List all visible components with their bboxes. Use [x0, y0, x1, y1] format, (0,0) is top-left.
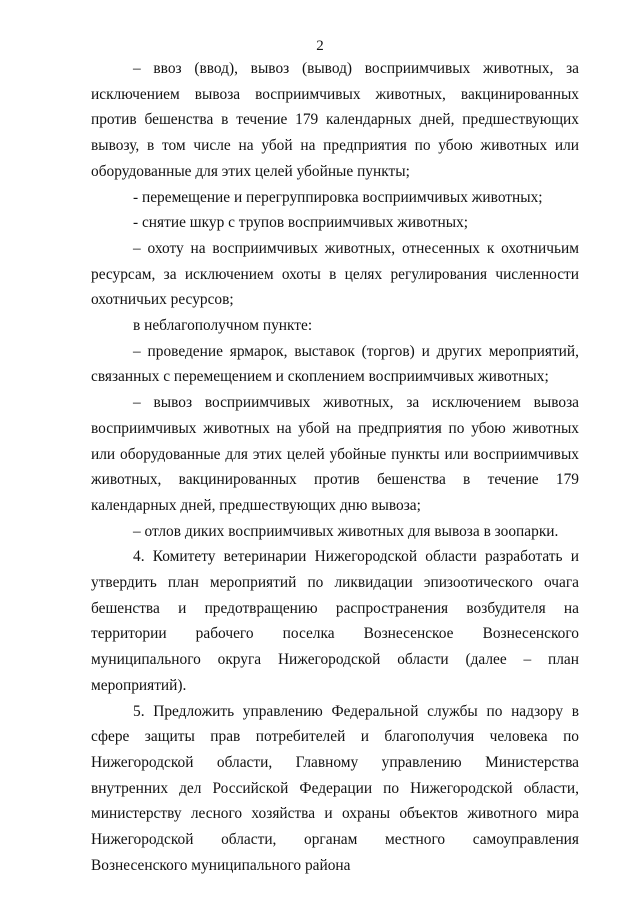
page-number: 2 [316, 38, 324, 54]
paragraph-item-4: 4. Комитету ветеринарии Нижегородской области разработать и утвердить план мероприятий по ликвидации эпизоотического очага бешенства и предотвращению распространения возбудителя на территории рабочего поселка Вознесенское Вознесенского муниципального округа Нижегородской области (далее – план мероприятий). [91, 548, 579, 694]
paragraph-fairs-ban: – проведение ярмарок, выставок (торгов) и других мероприятий, связанных с перемещением и скоплением восприимчивых животных; [91, 342, 579, 386]
document-body [91, 56, 579, 879]
paragraph-animal-export-ban: – вывоз восприимчивых животных, за исключением вывоза восприимчивых животных на убой на предприятия по убою животных или оборудованные для этих целей убойные пункты или восприимчивых животных, вакцинированных против бешенства в течение 179 календарных дней, предшествующих дню вывоза; [91, 394, 579, 514]
paragraph-import-export-ban: – ввоз (ввод), вывоз (вывод) восприимчивых животных, за исключением вывоза восприимчивых животных, вакцинированных против бешенства в течение 179 календарных дней, предшествующих вывозу, в том числе на убой на предприятия по убою животных или оборудованные для этих целей убойные пункты; [91, 60, 579, 180]
paragraph-item-5: 5. Предложить управлению Федеральной службы по надзору в сфере защиты прав потребителей и благополучия человека по Нижегородской области, Главному управлению Министерства внутренних дел Российской Федерации по Нижегородской области, министерству лесного хозяйства и охраны объектов животного мира Нижегородской области, органам местного самоуправления Вознесенского муниципального района [91, 702, 579, 874]
paragraph-trapping-ban: – отлов диких восприимчивых животных для вывоза в зоопарки. [133, 522, 559, 540]
paragraph-regrouping-ban: - перемещение и перегруппировка восприимчивых животных; [133, 188, 543, 206]
paragraph-skinning-ban: - снятие шкур с трупов восприимчивых животных; [133, 214, 469, 232]
paragraph-hunting-ban: – охоту на восприимчивых животных, отнесенных к охотничьим ресурсам, за исключением охоты в целях регулирования численности охотничьих ресурсов; [91, 239, 579, 309]
paragraph-unfavorable-point-heading: в неблагополучном пункте: [133, 317, 313, 335]
